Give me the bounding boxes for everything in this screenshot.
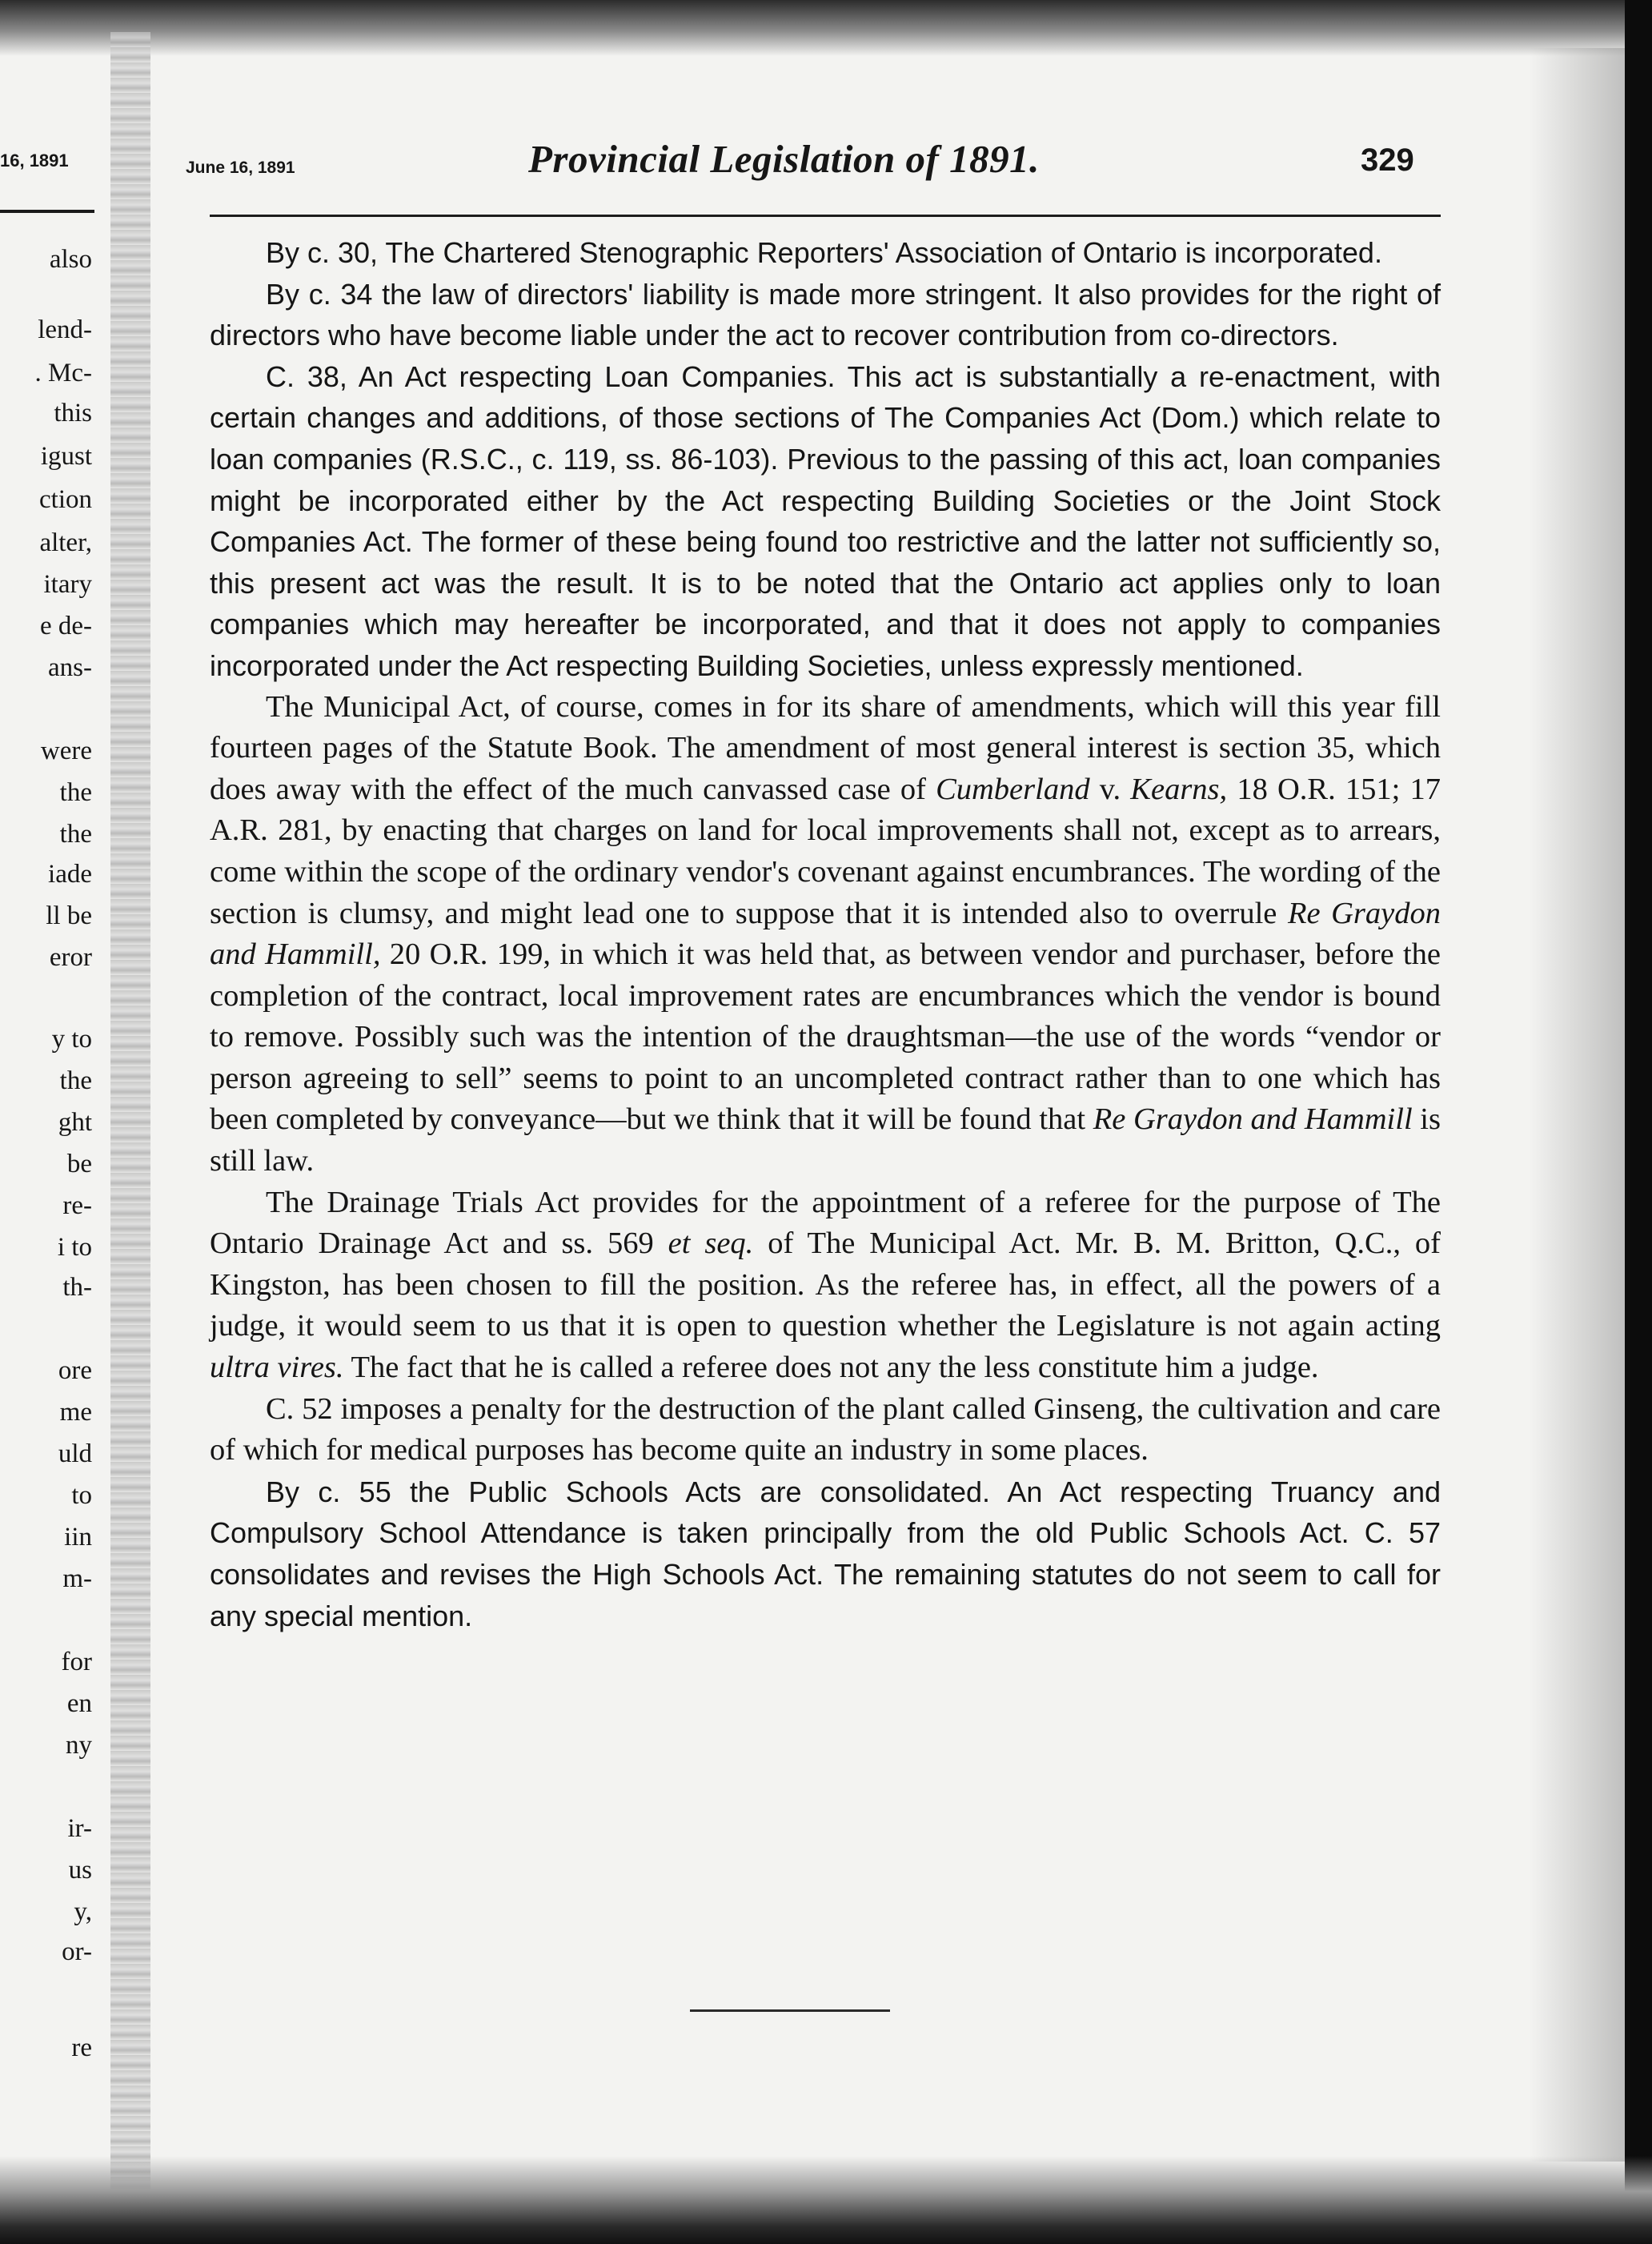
facing-page-text-fragment: were [40,737,92,765]
facing-page-text-fragment: us [68,1856,92,1885]
scan-right-shading [1529,48,1625,2162]
facing-page-text-fragment: en [66,1689,92,1718]
running-header-date: June 16, 1891 [186,159,295,177]
italic-citation: ultra vires. [210,1351,344,1385]
scan-bottom-edge [0,2156,1652,2244]
article-paragraph [210,274,1441,356]
facing-page-text-fragment: ans- [48,653,92,682]
running-header-title: Provincial Legislation of 1891. [528,137,1040,181]
facing-page-text-fragment: ction [39,485,92,514]
article-paragraph [210,1182,1441,1389]
text-run: is still law. [210,1102,1441,1178]
scan-right-edge [1625,0,1652,2244]
facing-page-text-fragment: the [59,1066,92,1095]
facing-page-text-fragment: i to [57,1233,92,1262]
facing-page-text-fragment: e de- [39,612,92,640]
facing-page-text-fragment: be [66,1150,92,1178]
italic-citation: Re Graydon and Hammill, [210,896,1441,972]
text-run: By c. 34 the law of directors' liability is made more stringent. It also provides for the right of directors who have become liable under the act to recover contribution from co-directors. [210,277,1441,352]
facing-page-fragment [0,0,100,2244]
article-paragraph [210,356,1441,687]
facing-page-text-fragment: uld [58,1439,92,1468]
scan-top-edge [0,0,1652,56]
facing-page-text-fragment: or- [62,1937,92,1966]
facing-page-text-fragment: also [49,245,92,274]
facing-page-rule [0,210,94,213]
facing-page-text-fragment: me [59,1398,92,1427]
text-run: By c. 55 the Public Schools Acts are consolidated. An Act respecting Truancy and Compulsory School Attendance is taken principally from the old Public Schools Act. C. 57 consolidates and revises the High Schools Act. The remaining statutes do not seem to call for any special mention. [210,1475,1441,1632]
facing-page-text-fragment: m- [62,1564,92,1593]
facing-page-text-fragment: the [59,778,92,807]
text-run: The Municipal Act, of course, comes in for its share of amendments, which will this year fill fourteen pages of the Statute Book. The amendment of most general interest is section 35, which does away with the effect of the much canvassed case of [210,689,1441,806]
article-paragraph [210,687,1441,1182]
text-run: C. 38, An Act respecting Loan Companies. This act is substantially a re-enactment, with certain changes and additions, of those sections of The Companies Act (Dom.) which relate to loan companies (R.S.C., c. 119, ss. 86-103). Previous to the passing of this act, loan companies might be incorporated either by the Act respecting Building Societies or the Joint Stock Companies Act. The former of these being found too restrictive and the latter not sufficiently so, this present act was the result. It is to be noted that the Ontario act applies only to loan companies which may hereafter be incorporated, and that it does not apply to companies incorporated under the Act respecting Building Societies, unless expressly mentioned. [210,359,1441,682]
page-number: 329 [1361,143,1414,178]
facing-page-text-fragment: lend- [38,315,92,344]
facing-page-text-fragment: igust [40,442,92,471]
facing-page-text-fragment: for [61,1648,92,1676]
facing-page-text-fragment: ore [58,1356,92,1385]
italic-citation: et seq. [668,1226,754,1261]
facing-page-text-fragment: alter, [39,528,92,557]
italic-citation: Cumberland [936,772,1090,806]
facing-page-text-fragment: y, [74,1897,92,1926]
text-run: By c. 30, The Chartered Stenographic Reporters' Association of Ontario is incorporated. [266,236,1382,269]
article-paragraph [210,1471,1441,1636]
facing-page-text-fragment: re [71,2033,92,2062]
article-body [210,232,1441,1636]
binding-gutter [110,32,150,2194]
facing-page-text-fragment: ny [66,1731,92,1760]
text-run: 20 O.R. 199, in which it was held that, as between vendor and purchaser, before the completion of the contract, local improvement rates are encumbrances which the vendor is bound to remove. Possibly such was the intention of the draughtsman—the use of the words “vendor or person agreeing to sell” seems to point to an uncompleted contract rather than to one which has been completed by conveyance—but we think that it will be found that [210,937,1441,1137]
text-run: The fact that he is called a referee does not any the less constitute him a judge. [343,1351,1319,1385]
text-run: The Drainage Trials Act provides for the appointment of a referee for the purpose of The Ontario Drainage Act and ss. 569 [210,1185,1441,1261]
facing-page-text-fragment: . Mc- [34,359,92,387]
facing-page-text-fragment: ir- [67,1814,92,1843]
italic-citation: Re Graydon and Hammill [1093,1102,1413,1137]
facing-page-text-fragment: iin [64,1523,92,1552]
text-run: of The Municipal Act. Mr. B. M. Britton, Q.C., of Kingston, has been chosen to fill the position. As the referee has, in effect, all the powers of a judge, it would seem to us that it is open to question whether the Legislature is not again acting [210,1226,1441,1343]
article-paragraph [210,1389,1441,1471]
text-run: v. [1089,772,1131,806]
facing-page-text-fragment: the [59,820,92,849]
header-rule [210,215,1441,217]
facing-page-text-fragment: re- [62,1191,92,1220]
article-paragraph [210,232,1441,274]
facing-page-text-fragment: this [54,399,92,428]
facing-page-text-fragment: iade [48,860,92,889]
end-of-article-rule [690,2009,890,2012]
text-run: C. 52 imposes a penalty for the destruction of the plant called Ginseng, the cultivation and care of which for medical purposes has become quite an industry in some places. [210,1391,1441,1467]
facing-page-header: 16, 1891 [0,151,69,171]
facing-page-text-fragment: ght [58,1108,92,1137]
facing-page-text-fragment: th- [62,1273,92,1302]
facing-page-text-fragment: ll be [46,901,92,930]
facing-page-text-fragment: itary [43,570,92,599]
facing-page-text-fragment: y to [51,1025,92,1054]
facing-page-text-fragment: eror [49,943,92,972]
facing-page-text-fragment: to [71,1481,92,1510]
text-run: 18 O.R. 151; 17 A.R. 281, by enacting that charges on land for local improvements shall not, except as to arrears, come within the scope of the ordinary vendor's covenant against encumbrances. The wording of the section is clumsy, and might lead one to suppose that it is intended also to overrule [210,772,1441,930]
italic-citation: Kearns, [1130,772,1228,806]
